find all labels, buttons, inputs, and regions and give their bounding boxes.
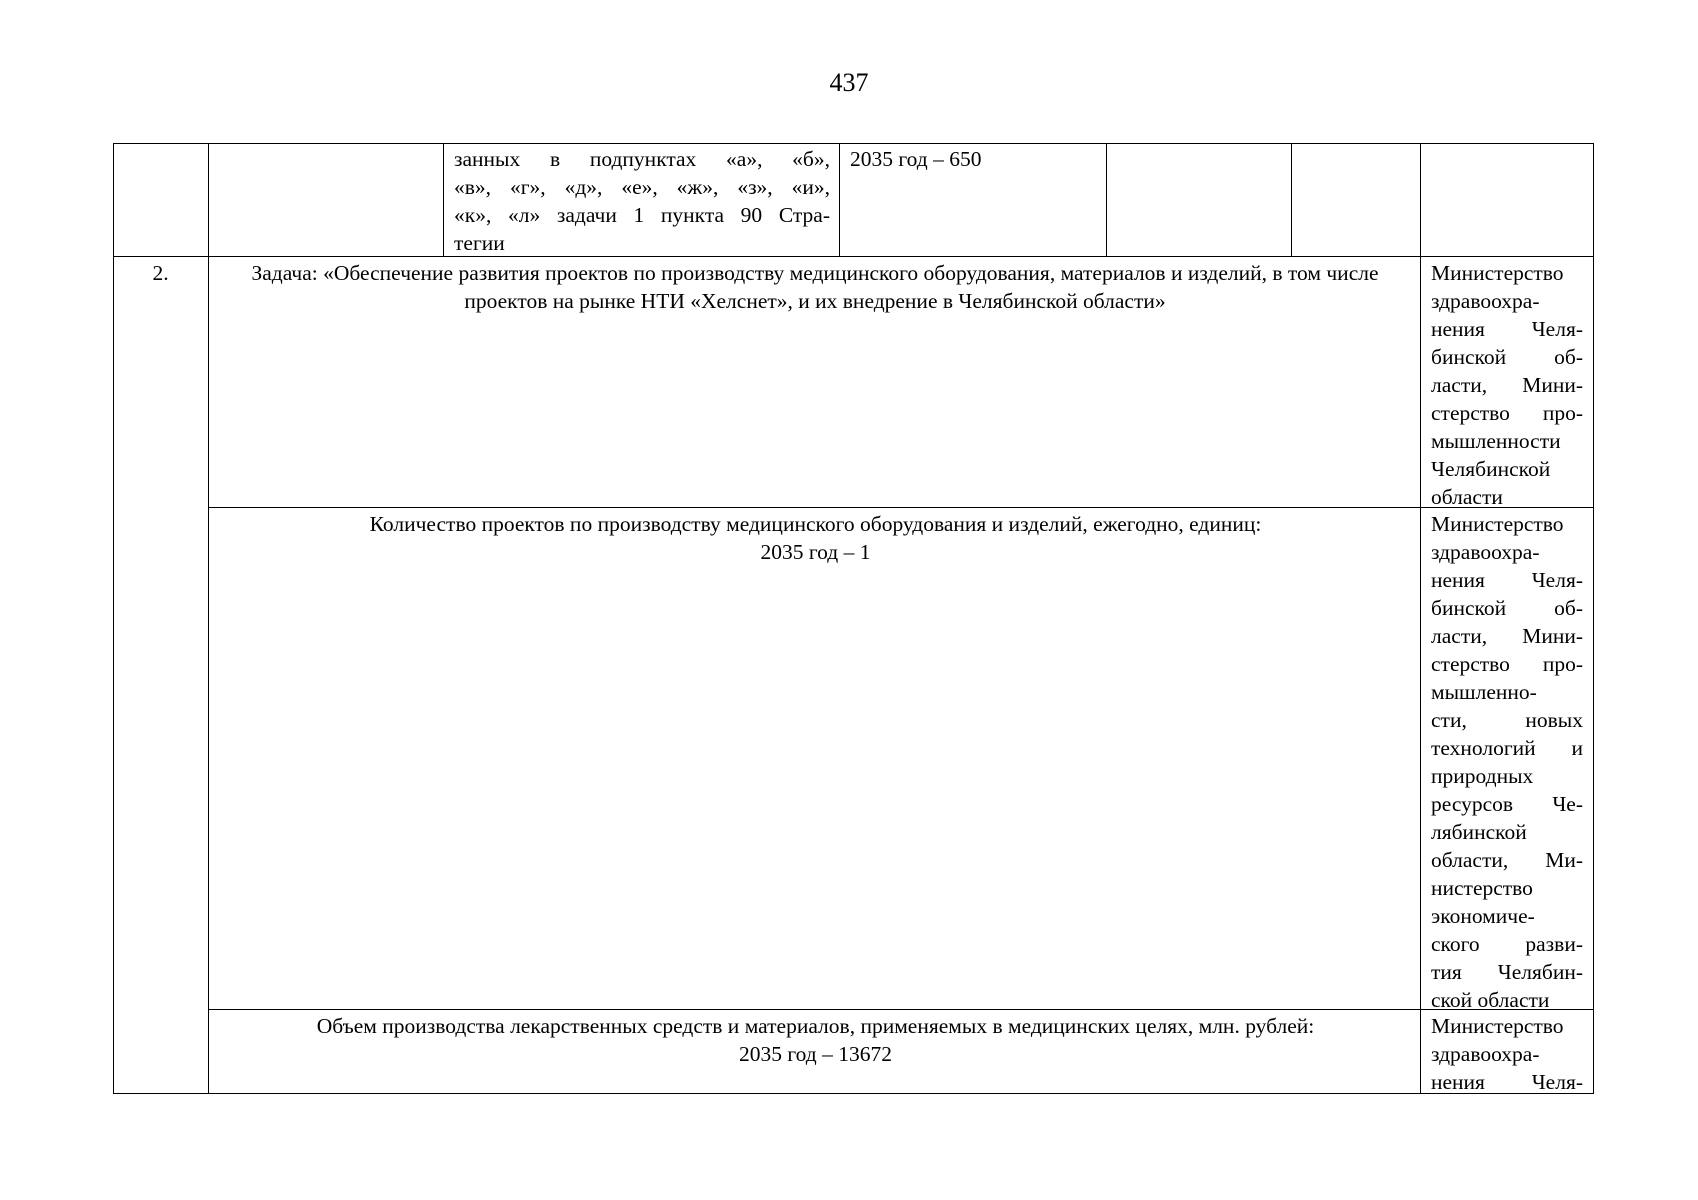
responsible-line: экономиче- <box>1431 904 1535 928</box>
description-line: «к», «л» задачи 1 пункта 90 Стра- <box>454 203 830 227</box>
responsible-line: здравоохра- <box>1431 289 1540 313</box>
table-rule <box>208 1009 1594 1010</box>
responsible-line: здравоохра- <box>1431 540 1540 564</box>
indicator-description-cell <box>454 145 830 257</box>
page-number: 437 <box>829 68 869 97</box>
table-rule <box>1291 143 1292 257</box>
responsible-line: технологий и <box>1431 736 1583 760</box>
responsible-line: Министерство <box>1431 261 1564 285</box>
responsible-line: сти, новых <box>1431 708 1583 732</box>
responsible-line: бинской об- <box>1431 596 1583 620</box>
responsible-cell <box>1431 1012 1583 1096</box>
table-rule <box>1420 143 1421 1094</box>
indicator-value: 2035 год – 13672 <box>739 1042 892 1066</box>
table-rule <box>113 256 1594 257</box>
responsible-line: Челябинской <box>1431 457 1551 481</box>
description-line: занных в подпунктах «а», «б», <box>454 147 830 171</box>
responsible-line: ского разви- <box>1431 932 1583 956</box>
table-rule <box>1593 143 1594 1094</box>
table-rule <box>1106 143 1107 257</box>
description-line: тегии <box>454 231 505 255</box>
responsible-cell <box>1431 259 1583 511</box>
responsible-cell <box>1431 510 1583 1014</box>
responsible-line: стерство про- <box>1431 652 1583 676</box>
responsible-line: Министерство <box>1431 1014 1564 1038</box>
table-rule <box>208 143 209 1094</box>
indicator-text: Объем производства лекарственных средств и материалов, применяемых в медицинских целях, млн. рублей: <box>316 1014 1315 1038</box>
responsible-line: ласти, Мини- <box>1431 373 1583 397</box>
indicator-cell <box>218 510 1413 566</box>
responsible-line: области <box>1431 485 1503 509</box>
task-text: Задача: «Обеспечение развития проектов по производству медицинского оборудования, материалов и изделий, в том числе проектов на рынке НТИ «Хелснет», и их внедрение в Челябинской области» <box>251 261 1379 313</box>
responsible-line: ласти, Мини- <box>1431 624 1583 648</box>
table-rule <box>208 507 1594 508</box>
responsible-line: нения Челя- <box>1431 568 1583 592</box>
responsible-line: бинской об- <box>1431 345 1583 369</box>
target-value-cell: 2035 год – 650 <box>850 147 982 171</box>
responsible-line: нения Челя- <box>1431 1070 1583 1094</box>
responsible-line: природных <box>1431 764 1534 788</box>
description-line: «в», «г», «д», «е», «ж», «з», «и», <box>454 175 830 199</box>
table-rule <box>113 1093 1594 1094</box>
responsible-line: Министерство <box>1431 512 1564 536</box>
responsible-line: здравоохра- <box>1431 1042 1540 1066</box>
responsible-line: области, Ми- <box>1431 848 1583 872</box>
indicator-value: 2035 год – 1 <box>760 540 871 564</box>
row-number: 2. <box>152 261 169 285</box>
responsible-line: стерство про- <box>1431 401 1583 425</box>
responsible-line: нения Челя- <box>1431 317 1583 341</box>
table-rule <box>443 143 444 257</box>
responsible-line: мышленно- <box>1431 680 1537 704</box>
responsible-line: ресурсов Че- <box>1431 792 1583 816</box>
responsible-line: ской области <box>1431 988 1550 1012</box>
table-rule <box>113 143 1594 144</box>
responsible-line: нистерство <box>1431 876 1533 900</box>
indicator-text: Количество проектов по производству медицинского оборудования и изделий, ежегодно, единиц: <box>369 512 1262 536</box>
responsible-line: мышленности <box>1431 429 1561 453</box>
strategy-table <box>113 143 1594 1094</box>
responsible-line: тия Челябин- <box>1431 960 1583 984</box>
responsible-line: лябинской <box>1431 820 1527 844</box>
indicator-cell <box>218 1012 1413 1068</box>
table-rule <box>839 143 840 257</box>
